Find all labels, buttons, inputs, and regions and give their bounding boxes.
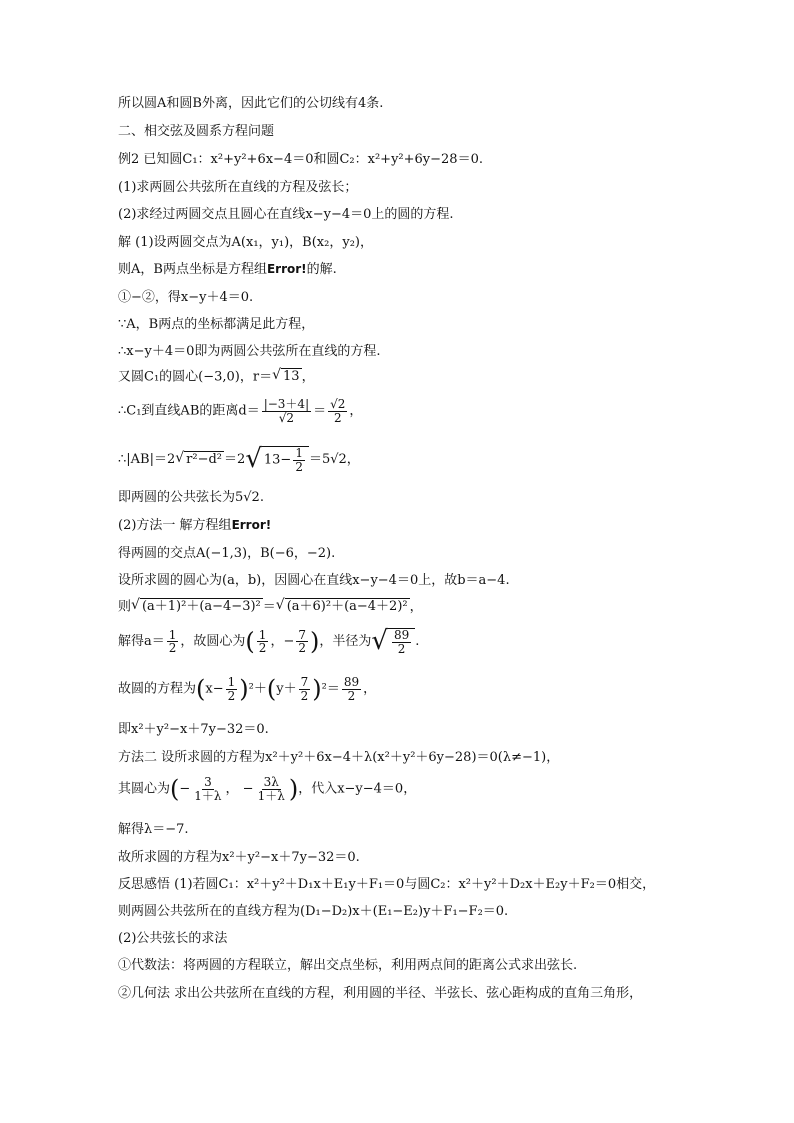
text-line-21: 即x²＋y²−x＋7y−32＝0. bbox=[118, 722, 269, 737]
center-x-fraction: $\frac{1}{2}$ bbox=[258, 627, 267, 656]
eq-r-fraction: $\frac{89}{2}$ bbox=[343, 675, 360, 703]
text-line-1: 所以圆A和圆B外离，因此它们的公切线有4条. bbox=[118, 96, 384, 111]
text-line-29: ①代数法：将两圆的方程联立，解出交点坐标，利用两点间的距离公式求出弦长. bbox=[118, 958, 578, 973]
a-fraction: $\frac{1}{2}$ bbox=[168, 627, 177, 656]
distance-result-fraction: $\frac{√2}{2}$ bbox=[330, 397, 346, 425]
text: ， bbox=[301, 369, 315, 385]
text: ∴C₁到直线AB的距离d＝ bbox=[118, 403, 260, 419]
text-line-24: 解得λ＝−7. bbox=[118, 822, 189, 837]
text-line-18: 则 √ (a＋1)²＋(a−4−3)² ＝ √ (a＋6)²＋(a−4＋2)² ， bbox=[118, 597, 423, 615]
text: 又圆C₁的圆心(−3,0)，r＝ bbox=[118, 369, 273, 385]
text: 则A，B两点坐标是方程组 bbox=[118, 262, 267, 277]
sqrt-left: √ (a＋1)²＋(a−4−3)² bbox=[131, 597, 261, 614]
center-y-lambda: $\frac{3\lambda}{1+\lambda}$ bbox=[257, 775, 285, 803]
question-2: (2)求经过两圆交点且圆心在直线x−y−4＝0上的圆的方程. bbox=[118, 207, 454, 222]
sqrt-right: √ (a＋6)²＋(a−4＋2)² bbox=[275, 597, 408, 614]
text-line-8: ①−②，得x−y＋4＝0. bbox=[118, 290, 254, 305]
text-line-19: 解得a＝ $\frac{1}{2}$ ，故圆心为( $\frac{1}{2}$ ，− $\frac{7}{2}$ )，半径为 √ $\frac{89}{2}$ . bbox=[118, 626, 420, 656]
text-line-9: ∵A，B两点的坐标都满足此方程， bbox=[118, 317, 315, 332]
center-x-lambda: $\frac{3}{1+\lambda}$ bbox=[194, 775, 222, 803]
text: ∴|AB|＝2 bbox=[118, 452, 176, 468]
half-fraction: $\frac{1}{2}$ bbox=[295, 446, 303, 474]
eq-y-fraction: $\frac{7}{2}$ bbox=[300, 675, 309, 703]
eq-x-fraction: $\frac{1}{2}$ bbox=[227, 675, 236, 703]
text-line-14: 即两圆的公共弦长为5√2. bbox=[118, 490, 264, 505]
text-line-13: ∴|AB|＝2 √ r²−d² ＝2 √ 13− $\frac{1}{2}$ ＝5√2， bbox=[118, 444, 360, 474]
method-1 bbox=[118, 518, 271, 535]
center-y-fraction: $\frac{7}{2}$ bbox=[298, 627, 306, 656]
sqrt-13: √ 13 bbox=[272, 367, 300, 384]
text-line-27: 则两圆公共弦所在的直线方程为(D₁−D₂)x＋(E₁−E₂)y＋F₁−F₂＝0. bbox=[118, 904, 509, 919]
text-line-10: ∴x−y＋4＝0即为两圆公共弦所在直线的方程. bbox=[118, 344, 381, 359]
text-line-28: (2)公共弦长的求法 bbox=[118, 931, 228, 946]
method-2: 方法二 设所求圆的方程为x²＋y²＋6x−4＋λ(x²＋y²＋6y−28)＝0(λ≠−1)， bbox=[118, 750, 560, 765]
text: (2)方法一 解方程组 bbox=[118, 518, 232, 533]
text-line-12: ∴C₁到直线AB的距离d＝ $\frac{|-3+4|}{√2}$ ＝ $\frac{√2}{2}$ ， bbox=[118, 397, 363, 425]
radius-fraction: $\frac{89}{2}$ bbox=[393, 628, 410, 656]
error-text: Error! bbox=[231, 518, 272, 532]
text-line-7 bbox=[118, 262, 337, 279]
text-line-20: 故圆的方程为(x− $\frac{1}{2}$ )²＋(y＋ $\frac{7}{2}$ )²＝ $\frac{89}{2}$ ， bbox=[118, 675, 377, 704]
question-1: (1)求两圆公共弦所在直线的方程及弦长； bbox=[118, 180, 358, 195]
text-line-11 bbox=[118, 368, 315, 386]
distance-fraction: $\frac{|-3+4|}{√2}$ bbox=[263, 397, 310, 425]
solution-1: 解 (1)设两圆交点为A(x₁，y₁)，B(x₂，y₂)， bbox=[118, 235, 373, 250]
sqrt-13-half: √ 13− $\frac{1}{2}$ bbox=[245, 446, 309, 473]
sqrt-r2-d2: √ r²−d² bbox=[175, 449, 223, 467]
section-heading: 二、相交弦及圆系方程问题 bbox=[118, 124, 275, 139]
error-text: Error! bbox=[266, 262, 307, 276]
example-2: 例2 已知圆C₁：x²+y²+6x−4＝0和圆C₂：x²+y²+6y−28＝0. bbox=[118, 152, 483, 167]
text-line-25: 故所求圆的方程为x²＋y²−x＋7y−32＝0. bbox=[118, 850, 360, 865]
text-line-23: 其圆心为(− $\frac{3}{1+\lambda}$ ， − $\frac{3\lambda}{1+\lambda}$ )，代入x−y−4＝0， bbox=[118, 775, 417, 804]
reflection: 反思感悟 (1)若圆C₁：x²＋y²＋D₁x＋E₁y＋F₁＝0与圆C₂：x²＋y²＋D₂x＋E₂y＋F₂＝0相交， bbox=[118, 877, 656, 892]
text-line-17: 设所求圆的圆心为(a，b)，因圆心在直线x−y−4＝0上，故b＝a−4. bbox=[118, 573, 510, 588]
text-line-16: 得两圆的交点A(−1,3)，B(−6，−2). bbox=[118, 546, 336, 561]
text-line-30: ②几何法 求出公共弦所在直线的方程，利用圆的半径、半弦长、弦心距构成的直角三角形， bbox=[118, 986, 643, 1001]
radius-sqrt: √ $\frac{89}{2}$ bbox=[371, 628, 415, 655]
text: 的解. bbox=[306, 262, 337, 277]
